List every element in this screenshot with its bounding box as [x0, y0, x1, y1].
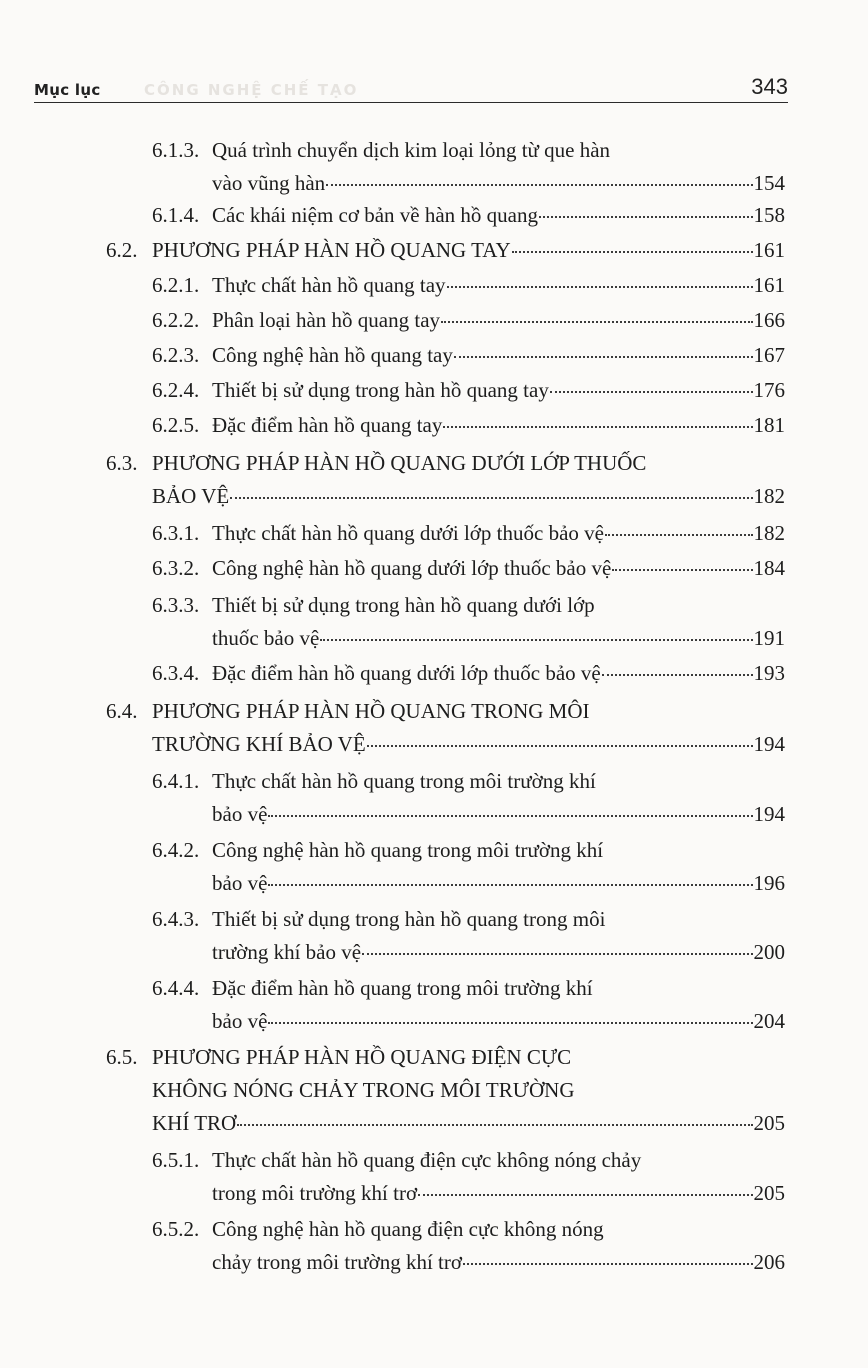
toc-entry-title: Đặc điểm hàn hồ quang dưới lớp thuốc bảo vệ	[212, 661, 601, 685]
page-number: 343	[751, 74, 788, 99]
toc-entry-number: 6.3.	[106, 451, 138, 475]
toc-entry-page: 182	[753, 484, 785, 508]
toc-entry-page: 176	[753, 378, 785, 402]
toc-entry-title: Quá trình chuyển dịch kim loại lỏng từ que hàn	[212, 138, 611, 162]
dot-leader	[612, 569, 752, 571]
toc-entry-line	[152, 343, 785, 367]
toc-entry-page: 200	[753, 940, 785, 964]
toc-entry-page: 154	[753, 171, 785, 195]
toc-entry-line	[212, 1250, 785, 1274]
toc-entry-title: PHƯƠNG PHÁP HÀN HỒ QUANG TRONG MÔI	[152, 699, 590, 723]
toc-entry-page: 205	[753, 1111, 785, 1135]
toc-entry-line	[152, 838, 603, 862]
dot-leader	[320, 639, 752, 641]
toc-entry-line	[152, 1111, 785, 1135]
toc-entry-line	[152, 484, 785, 508]
toc-entry-number: 6.1.4.	[152, 203, 200, 227]
toc-entry-title: Công nghệ hàn hồ quang điện cực không nóng	[212, 1217, 604, 1241]
toc-entry-line	[152, 273, 785, 297]
toc-entry-title: thuốc bảo vệ	[212, 626, 320, 650]
toc-entry-page: 184	[753, 556, 785, 580]
toc-entry-page: 191	[753, 626, 785, 650]
toc-entry-page: 206	[753, 1250, 785, 1274]
toc-entry-number: 6.3.3.	[152, 593, 200, 617]
toc-entry-number: 6.2.4.	[152, 378, 200, 402]
toc-entry-line	[152, 907, 605, 931]
dot-leader	[605, 534, 753, 536]
toc-entry-number: 6.1.3.	[152, 138, 200, 162]
toc-entry-title: Đặc điểm hàn hồ quang tay	[212, 413, 443, 437]
toc-entry-title: PHƯƠNG PHÁP HÀN HỒ QUANG ĐIỆN CỰC	[152, 1045, 572, 1069]
toc-entry-title: Công nghệ hàn hồ quang trong môi trường khí	[212, 838, 604, 862]
toc-entry-line	[152, 521, 785, 545]
toc-entry-number: 6.4.1.	[152, 769, 200, 793]
toc-entry-number: 6.4.3.	[152, 907, 200, 931]
dot-leader	[362, 953, 752, 955]
toc-entry-line	[152, 1217, 604, 1241]
dot-leader	[441, 321, 752, 323]
toc-entry-title: Thực chất hàn hồ quang tay	[212, 273, 446, 297]
toc-entry-line	[152, 413, 785, 437]
toc-entry-number: 6.5.	[106, 1045, 138, 1069]
toc-entry-line	[152, 976, 593, 1000]
dot-leader	[418, 1194, 752, 1196]
toc-entry-line	[212, 940, 785, 964]
dot-leader	[268, 1022, 752, 1024]
toc-entry-number: 6.2.5.	[152, 413, 200, 437]
dot-leader	[230, 497, 752, 499]
toc-entry-page: 167	[753, 343, 785, 367]
toc-entry-page: 193	[753, 661, 785, 685]
toc-entry-number: 6.2.2.	[152, 308, 200, 332]
dot-leader	[443, 426, 752, 428]
toc-entry-number: 6.3.2.	[152, 556, 200, 580]
toc-entry-title: vào vũng hàn	[212, 171, 326, 195]
toc-entry-line	[152, 732, 785, 756]
toc-entry-number: 6.2.1.	[152, 273, 200, 297]
dot-leader	[237, 1124, 752, 1126]
toc-entry-page: 196	[753, 871, 785, 895]
toc-entry-title: PHƯƠNG PHÁP HÀN HỒ QUANG TAY	[152, 238, 511, 262]
dot-leader	[539, 216, 752, 218]
dot-leader	[367, 745, 753, 747]
toc-entry-title: Công nghệ hàn hồ quang tay	[212, 343, 453, 367]
toc-entry-title: Đặc điểm hàn hồ quang trong môi trường khí	[212, 976, 593, 1000]
toc-entry-page: 205	[753, 1181, 785, 1205]
dot-leader	[550, 391, 753, 393]
toc-entry-page: 161	[753, 273, 785, 297]
dot-leader	[463, 1263, 753, 1265]
toc-entry-line	[152, 1078, 575, 1102]
toc-entry-line	[152, 593, 595, 617]
toc-entry-title: Thực chất hàn hồ quang trong môi trường khí	[212, 769, 596, 793]
toc-entry-title: KHÔNG NÓNG CHẢY TRONG MÔI TRƯỜNG	[152, 1078, 575, 1102]
toc-entry-title: PHƯƠNG PHÁP HÀN HỒ QUANG DƯỚI LỚP THUỐC	[152, 451, 647, 475]
toc-entry-line	[212, 171, 785, 195]
toc-entry-title: Thiết bị sử dụng trong hàn hồ quang dưới lớp	[212, 593, 595, 617]
toc-entry-number: 6.2.	[106, 238, 138, 262]
toc-entry-page: 181	[753, 413, 785, 437]
toc-entry-title: bảo vệ	[212, 871, 268, 895]
toc-entry-title: KHÍ TRƠ	[152, 1111, 237, 1135]
dot-leader	[454, 356, 753, 358]
toc-entry-line	[152, 661, 785, 685]
toc-entry-line	[212, 1181, 785, 1205]
toc-entry-line	[152, 1148, 641, 1172]
toc-entry-title: TRƯỜNG KHÍ BẢO VỆ	[152, 732, 366, 756]
toc-entry-line	[106, 238, 785, 262]
dot-leader	[602, 674, 753, 676]
page-header	[34, 70, 788, 103]
toc-entry-line	[212, 802, 785, 826]
toc-entry-title: bảo vệ	[212, 1009, 268, 1033]
toc-entry-title: Phân loại hàn hồ quang tay	[212, 308, 441, 332]
toc-entry-number: 6.5.1.	[152, 1148, 200, 1172]
toc-entry-page: 182	[753, 521, 785, 545]
toc-entry-page: 194	[753, 802, 785, 826]
dot-leader	[268, 815, 752, 817]
toc-entry-number: 6.4.2.	[152, 838, 200, 862]
toc-entry-line	[152, 378, 785, 402]
toc-entry-title: chảy trong môi trường khí trơ	[212, 1250, 462, 1274]
dot-leader	[512, 251, 753, 253]
toc-entry-line	[152, 138, 610, 162]
toc-entry-line	[152, 769, 596, 793]
toc-entry-number: 6.2.3.	[152, 343, 200, 367]
toc-entry-page: 161	[753, 238, 785, 262]
toc-entry-page: 204	[753, 1009, 785, 1033]
toc-entry-line	[106, 1045, 571, 1069]
toc-entry-number: 6.4.	[106, 699, 138, 723]
toc-entry-title: trong môi trường khí trơ	[212, 1181, 418, 1205]
toc-entry-title: Thiết bị sử dụng trong hàn hồ quang tay	[212, 378, 549, 402]
toc-entry-page: 166	[753, 308, 785, 332]
toc-entry-title: Các khái niệm cơ bản về hàn hồ quang	[212, 203, 539, 227]
toc-entry-line	[106, 699, 589, 723]
dot-leader	[326, 184, 752, 186]
dot-leader	[447, 286, 753, 288]
toc-entry-line	[152, 203, 785, 227]
toc-entry-line	[212, 626, 785, 650]
toc-entry-page: 158	[753, 203, 785, 227]
toc-entry-title: bảo vệ	[212, 802, 268, 826]
toc-entry-line	[106, 451, 646, 475]
toc-entry-line	[152, 308, 785, 332]
toc-entry-title: Thực chất hàn hồ quang dưới lớp thuốc bảo vệ	[212, 521, 604, 545]
toc-entry-line	[212, 871, 785, 895]
running-header-title: Mục lục	[34, 81, 101, 99]
toc-entry-line	[152, 556, 785, 580]
toc-entry-number: 6.5.2.	[152, 1217, 200, 1241]
toc-entry-number: 6.3.1.	[152, 521, 200, 545]
dot-leader	[268, 884, 752, 886]
toc-entry-line	[212, 1009, 785, 1033]
show-through-header: CÔNG NGHỆ CHẾ TẠO	[144, 81, 359, 99]
toc-entry-page: 194	[753, 732, 785, 756]
toc-entry-number: 6.3.4.	[152, 661, 200, 685]
toc-entry-title: Thực chất hàn hồ quang điện cực không nóng chảy	[212, 1148, 642, 1172]
toc-entry-title: Thiết bị sử dụng trong hàn hồ quang trong môi	[212, 907, 606, 931]
toc-entry-title: Công nghệ hàn hồ quang dưới lớp thuốc bảo vệ	[212, 556, 612, 580]
toc-entry-title: trường khí bảo vệ	[212, 940, 362, 964]
toc-entry-title: BẢO VỆ	[152, 484, 230, 508]
toc-entry-number: 6.4.4.	[152, 976, 200, 1000]
